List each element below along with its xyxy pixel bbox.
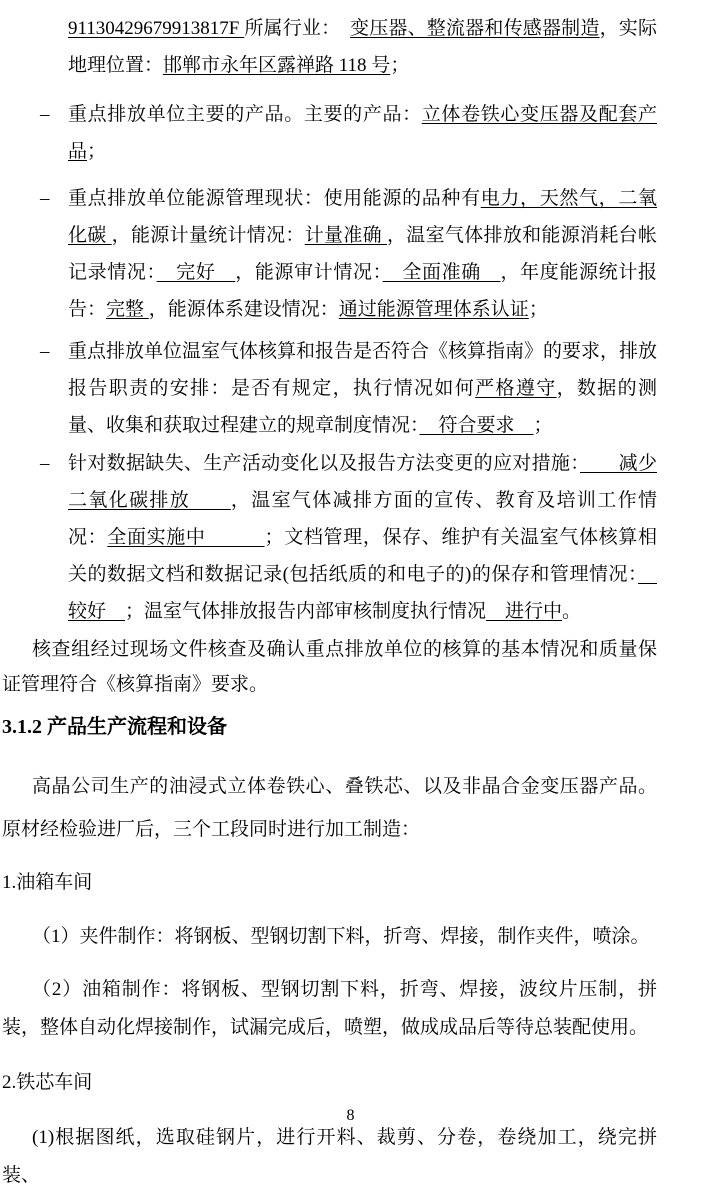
text-segment: ，能源计量统计情况： [111, 225, 305, 246]
paragraph-workshop1-step2: （2）油箱制作：将钢板、型钢切割下料，折弯、焊接，波纹片压制，拼装，整体自动化焊接制作，试漏完成后，喷塑，做成成品后等待总装配使用。 [2, 979, 657, 1038]
bullet-text [68, 341, 657, 436]
bullet-text [68, 453, 657, 622]
underlined-text: 计量准确 [304, 225, 387, 246]
underlined-text: 立体卷铁心变压器及配套产品 [68, 104, 657, 162]
underlined-text: 严格遵守 [475, 378, 557, 399]
text-segment: 所属行业： [244, 18, 350, 39]
paragraph-workshop1-step1: （1）夹件制作：将钢板、型钢切割下料，折弯、焊接，制作夹件，喷涂。 [32, 926, 650, 947]
bullet-dash: – [40, 453, 50, 474]
text-segment: 重点排放单位温室气体核算和报告是否符合《核算指南》的要求，排放报告职责的安排：是否有规定，执行情况如何 [68, 341, 658, 399]
text-segment: ； [528, 299, 548, 320]
bullet-item-energy-management [40, 180, 657, 328]
text-segment: ，温室气体排放和能源消耗台帐记录情况： [68, 225, 657, 283]
text-segment: 针对数据缺失、生产活动变化以及报告方法变更的应对措施： [68, 453, 581, 474]
underlined-text: 通过能源管理体系认证 [338, 299, 529, 320]
paragraph-workshop2-title: 2.铁芯车间 [2, 1072, 93, 1093]
text-segment: ； [533, 415, 553, 436]
underlined-text: 全面实施中 [107, 527, 265, 548]
text-segment: ； [390, 55, 410, 76]
underlined-text: 全面准确 [382, 262, 501, 283]
underlined-text: 完好 [156, 262, 236, 283]
bullet-item-main-products [40, 96, 657, 170]
paragraph-workshop2-step1: (1)根据图纸，选取硅钢片，进行开料、裁剪、分卷，卷绕加工，绕完拼装、 [2, 1127, 657, 1186]
underlined-text: 完整 [106, 299, 149, 320]
underlined-text: 变压器、整流器和传感器制造 [350, 18, 600, 39]
bullet-item-ghg-accounting [40, 333, 657, 444]
text-segment: ；温室气体排放报告内部审核制度执行情况 [125, 601, 487, 622]
bullet-dash: – [40, 188, 50, 209]
underlined-text: 较好 [68, 564, 657, 622]
paragraph-verification-conclusion: 核查组经过现场文件核查及确认重点排放单位的核算的基本情况和质量保证管理符合《核算指南》要求。 [2, 639, 657, 695]
bullet-text [68, 104, 657, 162]
bullet-dash: – [40, 104, 50, 125]
underlined-text: 减少二氧化碳排放 [68, 453, 657, 511]
text-segment: ；文档管理，保存、维护有关温室气体核算相关的数据文档和数据记录(包括纸质的和电子的)的保存和管理情况： [68, 527, 657, 585]
text-segment: ，年度能源统计报告： [68, 262, 657, 320]
bullet-text [68, 188, 657, 320]
text-segment: 重点排放单位主要的产品。主要的产品： [68, 104, 422, 125]
text-segment: ，能源体系建设情况： [148, 299, 339, 320]
underlined-text: 符合要求 [419, 415, 534, 436]
text-segment: ，数据的测量、收集和获取过程建立的规章制度情况： [68, 378, 657, 436]
paragraph-unit-info-continuation [68, 10, 657, 84]
bullet-item-data-measures [40, 445, 657, 630]
text-segment: 重点排放单位能源管理现状：使用能源的品种有 [68, 188, 481, 209]
paragraph-production-intro: 高晶公司生产的油浸式立体卷铁心、叠铁芯、以及非晶合金变压器产品。原材经检验进厂后，三个工段同时进行加工制造： [2, 776, 657, 840]
text-segment: 。 [562, 601, 582, 622]
bullet-dash: – [40, 341, 50, 362]
underlined-text: 进行中 [486, 601, 563, 622]
text-segment: ，能源审计情况： [235, 262, 383, 283]
bullet-list [0, 96, 657, 630]
text-segment: ，实际地理位置： [68, 18, 657, 76]
text-segment: ，温室气体减排方面的宣传、教育及培训工作情况： [68, 490, 657, 548]
text-segment: ； [87, 141, 107, 162]
underlined-text: 邯郸市永年区露禅路 118 号 [163, 55, 391, 76]
underlined-text: 电力，天然气，二氧化碳 [68, 188, 657, 246]
page-number: 8 [346, 1107, 355, 1124]
section-heading: 3.1.2 产品生产流程和设备 [2, 716, 227, 738]
paragraph-workshop1-title: 1.油箱车间 [2, 872, 93, 893]
underlined-text: 91130429679913817F [68, 18, 245, 39]
